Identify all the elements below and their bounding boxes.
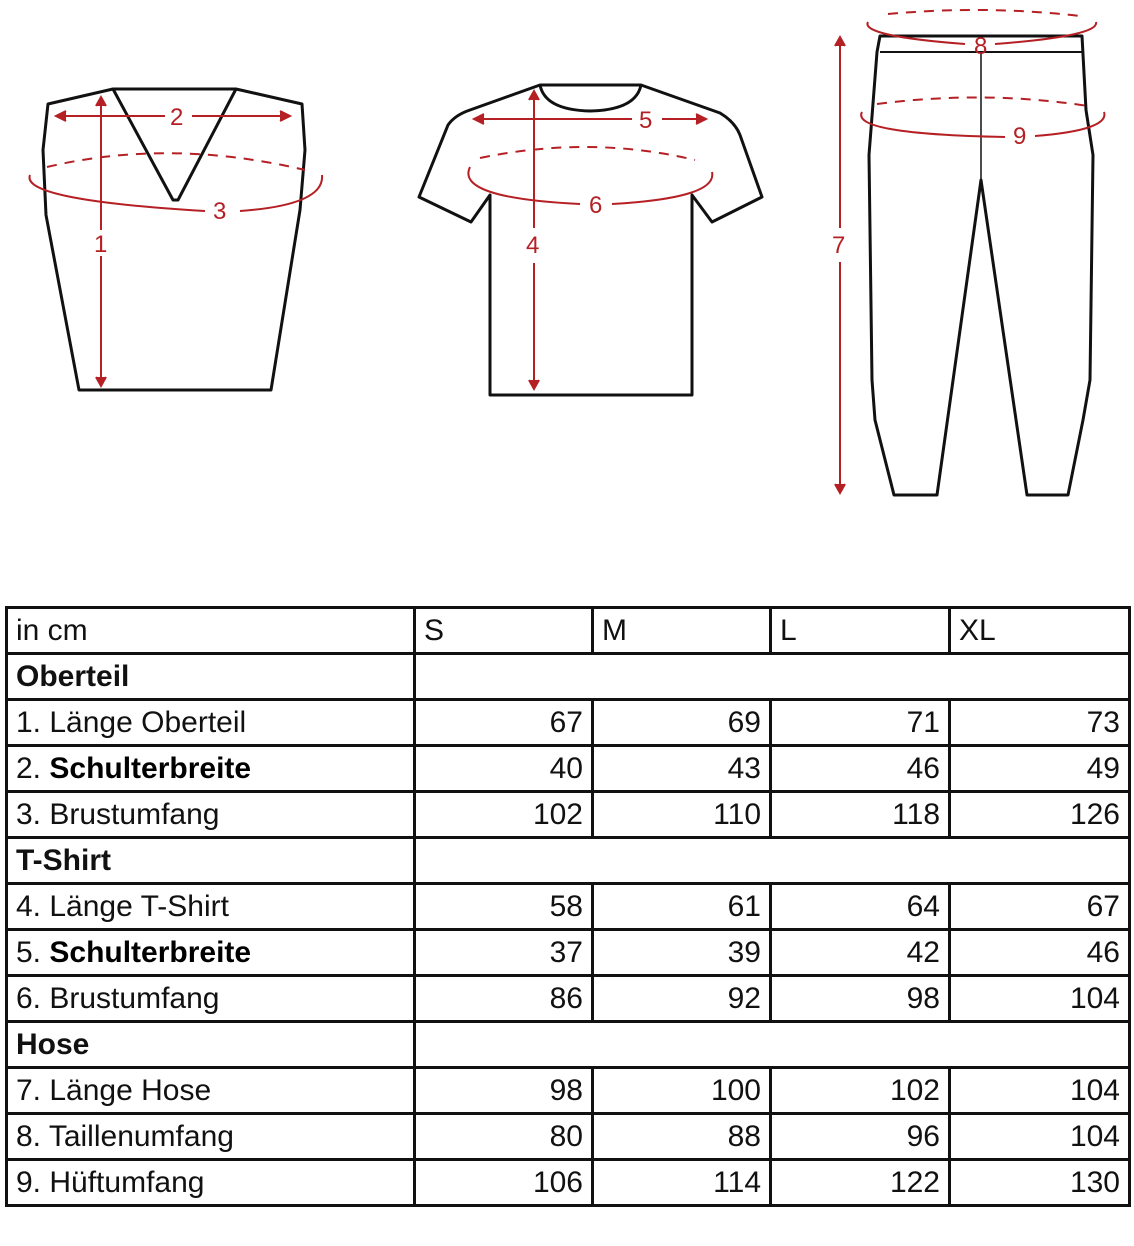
table-row: [7, 930, 1130, 976]
value-l: 46: [771, 746, 950, 792]
value-m: 110: [593, 792, 771, 838]
value-s: 67: [415, 700, 593, 746]
size-header-s: S: [415, 608, 593, 654]
section-title: Hose: [7, 1022, 415, 1068]
measure-label-9: 9: [1013, 123, 1027, 150]
row-label: 1. Länge Oberteil: [7, 700, 415, 746]
value-s: 80: [415, 1114, 593, 1160]
row-label: 2. Schulterbreite: [7, 746, 415, 792]
section-row-tshirt: [7, 838, 1130, 884]
value-xl: 130: [950, 1160, 1130, 1206]
row-label: 4. Länge T-Shirt: [7, 884, 415, 930]
value-m: 88: [593, 1114, 771, 1160]
value-s: 106: [415, 1160, 593, 1206]
measure-label-7: 7: [832, 232, 846, 259]
value-xl: 104: [950, 1068, 1130, 1114]
value-m: 39: [593, 930, 771, 976]
measure-label-2: 2: [170, 104, 184, 131]
value-s: 40: [415, 746, 593, 792]
section-spacer: [415, 654, 1130, 700]
value-l: 96: [771, 1114, 950, 1160]
header-row: [7, 608, 1130, 654]
section-spacer: [415, 1022, 1130, 1068]
value-s: 58: [415, 884, 593, 930]
value-m: 69: [593, 700, 771, 746]
table-row: [7, 746, 1130, 792]
table-row: [7, 1068, 1130, 1114]
measure-label-4: 4: [526, 232, 540, 259]
table-row: [7, 700, 1130, 746]
row-label: 8. Taillenumfang: [7, 1114, 415, 1160]
value-l: 64: [771, 884, 950, 930]
size-header-l: L: [771, 608, 950, 654]
row-label: 6. Brustumfang: [7, 976, 415, 1022]
garment-diagrams: [0, 0, 1134, 520]
value-l: 122: [771, 1160, 950, 1206]
size-header-m: M: [593, 608, 771, 654]
value-s: 102: [415, 792, 593, 838]
size-chart-table: [5, 606, 1131, 1207]
value-l: 98: [771, 976, 950, 1022]
value-xl: 104: [950, 976, 1130, 1022]
value-l: 118: [771, 792, 950, 838]
value-xl: 67: [950, 884, 1130, 930]
table-row: [7, 1160, 1130, 1206]
row-label: 5. Schulterbreite: [7, 930, 415, 976]
table-row: [7, 976, 1130, 1022]
value-m: 100: [593, 1068, 771, 1114]
value-m: 61: [593, 884, 771, 930]
value-xl: 46: [950, 930, 1130, 976]
measure-label-8: 8: [974, 33, 988, 60]
value-s: 98: [415, 1068, 593, 1114]
value-xl: 73: [950, 700, 1130, 746]
row-label: 9. Hüftumfang: [7, 1160, 415, 1206]
section-title: T-Shirt: [7, 838, 415, 884]
section-title: Oberteil: [7, 654, 415, 700]
value-s: 37: [415, 930, 593, 976]
table-row: [7, 1114, 1130, 1160]
value-l: 42: [771, 930, 950, 976]
section-spacer: [415, 838, 1130, 884]
table-row: [7, 884, 1130, 930]
value-xl: 104: [950, 1114, 1130, 1160]
value-m: 43: [593, 746, 771, 792]
measure-label-6: 6: [589, 192, 603, 219]
unit-label: in cm: [7, 608, 415, 654]
measure-label-1: 1: [94, 231, 108, 258]
value-m: 114: [593, 1160, 771, 1206]
value-xl: 49: [950, 746, 1130, 792]
measure-label-3: 3: [213, 198, 227, 225]
diagram-svg: [0, 0, 1134, 520]
size-header-xl: XL: [950, 608, 1130, 654]
pants-diagram: [869, 36, 1093, 495]
tshirt-diagram: [419, 85, 762, 395]
row-label: 7. Länge Hose: [7, 1068, 415, 1114]
value-l: 102: [771, 1068, 950, 1114]
measure-label-5: 5: [639, 107, 653, 134]
value-m: 92: [593, 976, 771, 1022]
section-row-oberteil: [7, 654, 1130, 700]
value-xl: 126: [950, 792, 1130, 838]
vest-diagram: [43, 89, 305, 390]
row-label: 3. Brustumfang: [7, 792, 415, 838]
value-l: 71: [771, 700, 950, 746]
value-s: 86: [415, 976, 593, 1022]
section-row-hose: [7, 1022, 1130, 1068]
table-row: [7, 792, 1130, 838]
